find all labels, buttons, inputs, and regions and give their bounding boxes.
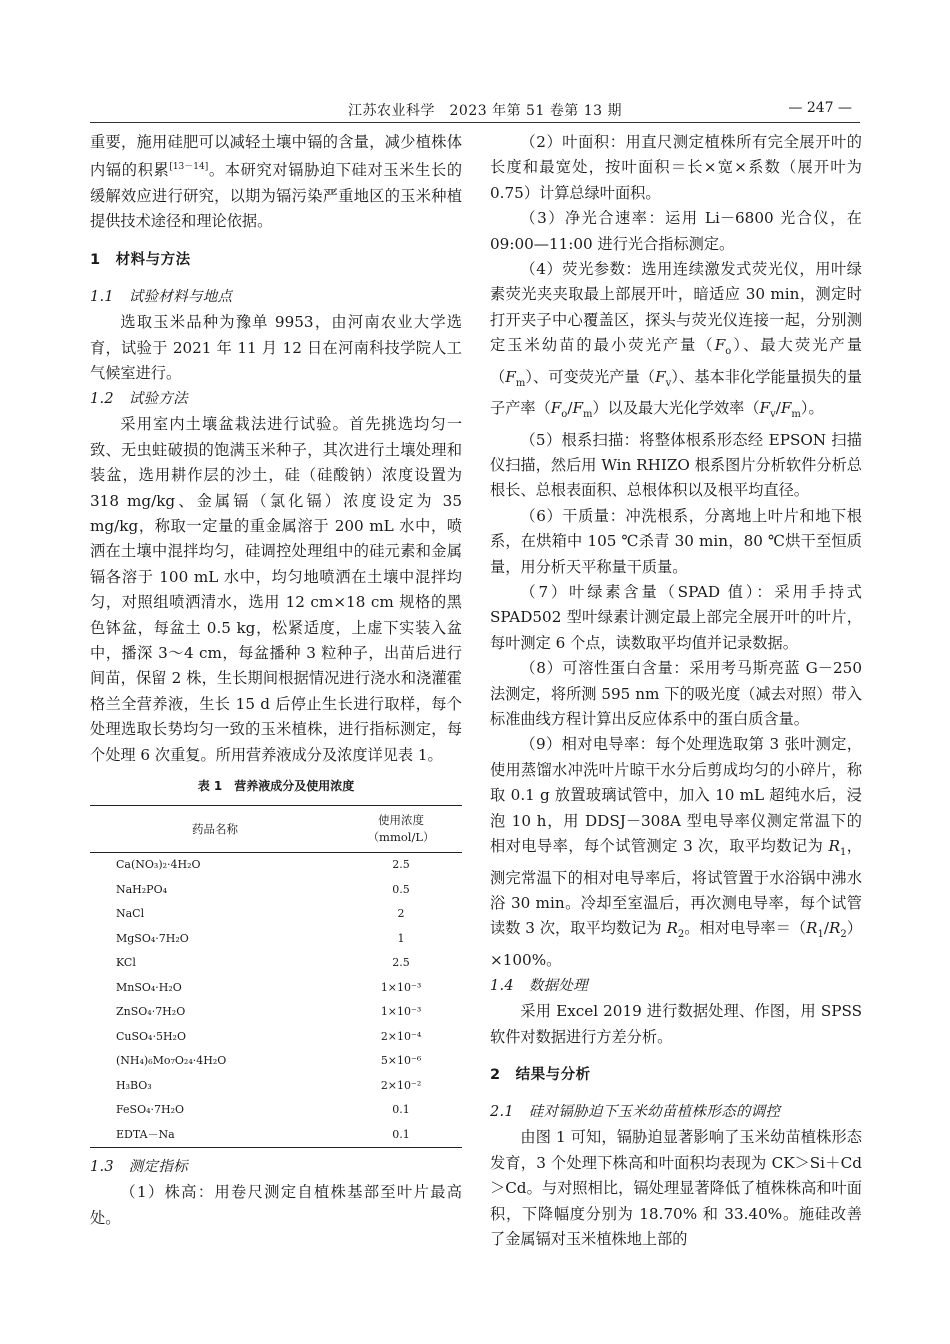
section-heading-1-3: 1.3 测定指标: [90, 1159, 188, 1176]
reagent-concentration: 2: [397, 907, 405, 921]
reagent-name: NaH₂PO₄: [116, 882, 168, 896]
table-row: [90, 1123, 462, 1148]
table-row: [90, 1098, 462, 1123]
reagent-name: NaCl: [116, 907, 145, 921]
reagent-name: EDTA－Na: [90, 1123, 340, 1148]
conductivity-paragraph: （9）相对电导率：每个处理选取第 3 张叶测定，使用蒸馏水冲洗叶片晾干水分后剪成均匀的小碎片，称取 0.1 g 放置玻璃试管中，加入 10 mL 超纯水后，浸泡 10 h，用 DDSJ－308A 型电导率仪测定常温下的相对电导率，每个试管测定 3 次，取平均数记为 $R_1$，测完常温下的相对电导率后，将试管置于水浴锅中沸水浴 30 min。冷却至室温后，再次测电导率，每个试管读数 3 次，取平均数记为 $R_2$。相对电导率$=(R_1/R_2)\times 100\%$。: [490, 735, 862, 969]
reagent-concentration: 2.5: [392, 956, 410, 970]
table-row: [90, 951, 462, 976]
section-heading-1-2: 1.2 试验方法: [90, 391, 188, 408]
data-processing-paragraph: 采用 Excel 2019 进行数据处理、作图，用 SPSS 软件对数据进行方差分析。: [490, 1002, 862, 1046]
reagent-name: KCl: [116, 956, 136, 970]
materials-paragraph: 选取玉米品种为豫单 9953，由河南农业大学选育，试验于 2021 年 11 月 12 日在河南科技学院人工气候室进行。: [90, 313, 462, 382]
reagent-concentration: 5×10⁻⁶: [380, 1054, 422, 1068]
right-column: [490, 130, 862, 1252]
table-header-name: 药品名称: [90, 806, 340, 853]
reagent-concentration: 2.5: [392, 858, 410, 872]
running-header: [90, 98, 860, 123]
table-row: [90, 927, 462, 952]
reagent-name: FeSO₄·7H₂O: [116, 1103, 185, 1117]
reagent-concentration: 1: [397, 931, 405, 945]
reagent-name: CuSO₄·5H₂O: [116, 1029, 186, 1043]
reagent-name: (NH₄)₆Mo₇O₂₄·4H₂O: [116, 1054, 227, 1068]
table-row: [90, 1074, 462, 1099]
table-row: [90, 1000, 462, 1025]
reagent-name: MnSO₄·H₂O: [116, 980, 182, 994]
table-row: [90, 1049, 462, 1074]
section-heading-2: 2 结果与分析: [490, 1066, 591, 1083]
page-number: — 247 —: [788, 100, 852, 116]
chlorophyll-paragraph: （7）叶绿素含量（SPAD 值）：采用手持式 SPAD502 型叶绿素计测定最上部完全展开叶的叶片，每叶测定 6 个点，读数取平均值并记录数据。: [490, 583, 862, 652]
photosynthesis-paragraph: （3）净光合速率：运用 Li－6800 光合仪，在 09:00—11:00 进行光合指标测定。: [490, 209, 862, 253]
table-row: [90, 976, 462, 1001]
results-paragraph: 由图 1 可知，镉胁迫显著影响了玉米幼苗植株形态发育，3 个处理下株高和叶面积均表现为 CK＞Si＋Cd＞Cd。与对照相比，镉处理显著降低了植株株高和叶面积，下降幅度分别为 18.70% 和 33.40%。施硅改善了金属镉对玉米植株地上部的: [490, 1128, 862, 1248]
reagent-concentration: 0.5: [392, 882, 410, 896]
table-row: [90, 1025, 462, 1050]
intro-paragraph: 重要，施用硅肥可以减轻土壤中镉的含量，减少植株体内镉的积累[13－14]。本研究对镉胁迫下硅对玉米生长的缓解效应进行研究，以期为镉污染严重地区的玉米种植提供技术途径和理论依据。: [90, 133, 463, 231]
root-scan-paragraph: （5）根系扫描：将整体根系形态经 EPSON 扫描仪扫描，然后用 Win RHIZO 根系图片分析软件分析总根长、总根表面积、总根体积以及根平均直径。: [490, 430, 862, 500]
table-row: [90, 902, 462, 927]
journal-title: 江苏农业科学 2023 年第 51 卷第 13 期: [348, 103, 623, 119]
reagent-concentration: 2×10⁻⁴: [380, 1029, 422, 1043]
reagent-name: H₃BO₃: [116, 1078, 152, 1092]
reagent-name: Ca(NO₃)₂·4H₂O: [116, 858, 201, 872]
protein-paragraph: （8）可溶性蛋白含量：采用考马斯亮蓝 G－250 法测定，将所测 595 nm 下的吸光度（减去对照）带入标准曲线方程计算出反应体系中的蛋白质含量。: [490, 659, 862, 729]
table-row: [90, 878, 462, 903]
reagent-name: MgSO₄·7H₂O: [116, 931, 189, 945]
reagent-name: ZnSO₄·7H₂O: [116, 1005, 186, 1019]
plant-height-paragraph: （1）株高：用卷尺测定自植株基部至叶片最高处。: [90, 1183, 462, 1227]
reagent-concentration: 0.1: [340, 1123, 462, 1148]
citation[interactable]: [13－14]: [169, 162, 209, 173]
methods-paragraph: 采用室内土壤盆栽法进行试验。首先挑选均匀一致、无虫蛀破损的饱满玉米种子，其次进行土壤处理和装盆，选用耕作层的沙土，硅（硅酸钠）浓度设置为 318 mg/kg、金属镉（氯化镉）浓度设定为 35 mg/kg，称取一定量的重金属溶于 200 mL 水中，喷洒在土壤中混拌均匀，硅调控处理组中的硅元素和金属镉各溶于 100 mL 水中，均匀地喷洒在土壤中混拌均匀，对照组喷洒清水，选用 12 cm×18 cm 规格的黑色钵盆，每盆土 0.5 kg，松紧适度，上虚下实装入盆中，播深 3～4 cm，每盆播种 3 粒种子，出苗后进行间苗，保留 2 株，生长期间根据情况进行浇水和浇灌霍格兰全营养液，生长 15 d 后停止生长进行取样，每个处理选取长势均匀一致的玉米植株，进行指标测定，每个处理 6 次重复。所用营养液成分及浓度详见表 1。: [90, 415, 462, 764]
reagent-concentration: 2×10⁻²: [380, 1078, 422, 1092]
table-header-conc: 使用浓度 （mmol/L）: [340, 806, 462, 853]
table-label: 表 1: [197, 779, 223, 793]
reagent-concentration: 1×10⁻³: [380, 1005, 422, 1019]
section-heading-1-1: 1.1 试验材料与地点: [90, 289, 233, 306]
fluorescence-paragraph: （4）荧光参数：选用连续激发式荧光仪，用叶绿素荧光夹夹取最上部展开叶，暗适应 30 min，测定时打开夹子中心覆盖区，探头与荧光仪连接一起，分别测定玉米幼苗的最小荧光产量$(F_o)$、最大荧光产量$(F_m)$、可变荧光产量$(F_v)$、基本非化学能量损失的量子产率$(F_o/F_m)$以及最大光化学效率$(F_v/F_m)$。: [490, 260, 863, 421]
reagent-concentration: 1×10⁻³: [380, 980, 422, 994]
table-title: 营养液成分及使用浓度: [234, 779, 355, 793]
section-heading-2-1: 2.1 硅对镉胁迫下玉米幼苗植株形态的调控: [490, 1104, 781, 1121]
table-row: [90, 853, 462, 878]
left-column: [90, 130, 462, 1231]
table-caption: [90, 774, 462, 799]
section-heading-1-4: 1.4 数据处理: [490, 978, 588, 995]
leaf-area-paragraph: （2）叶面积：用直尺测定植株所有完全展开叶的长度和最宽处，按叶面积＝长×宽×系数（展开叶为 0.75）计算总绿叶面积。: [490, 133, 862, 202]
nutrient-table: [90, 805, 462, 1148]
dry-mass-paragraph: （6）干质量：冲洗根系，分离地上叶片和地下根系，在烘箱中 105 ℃杀青 30 min，80 ℃烘干至恒质量，用分析天平称量干质量。: [490, 506, 862, 576]
reagent-concentration: 0.1: [392, 1103, 410, 1117]
section-heading-1: 1 材料与方法: [90, 251, 191, 268]
